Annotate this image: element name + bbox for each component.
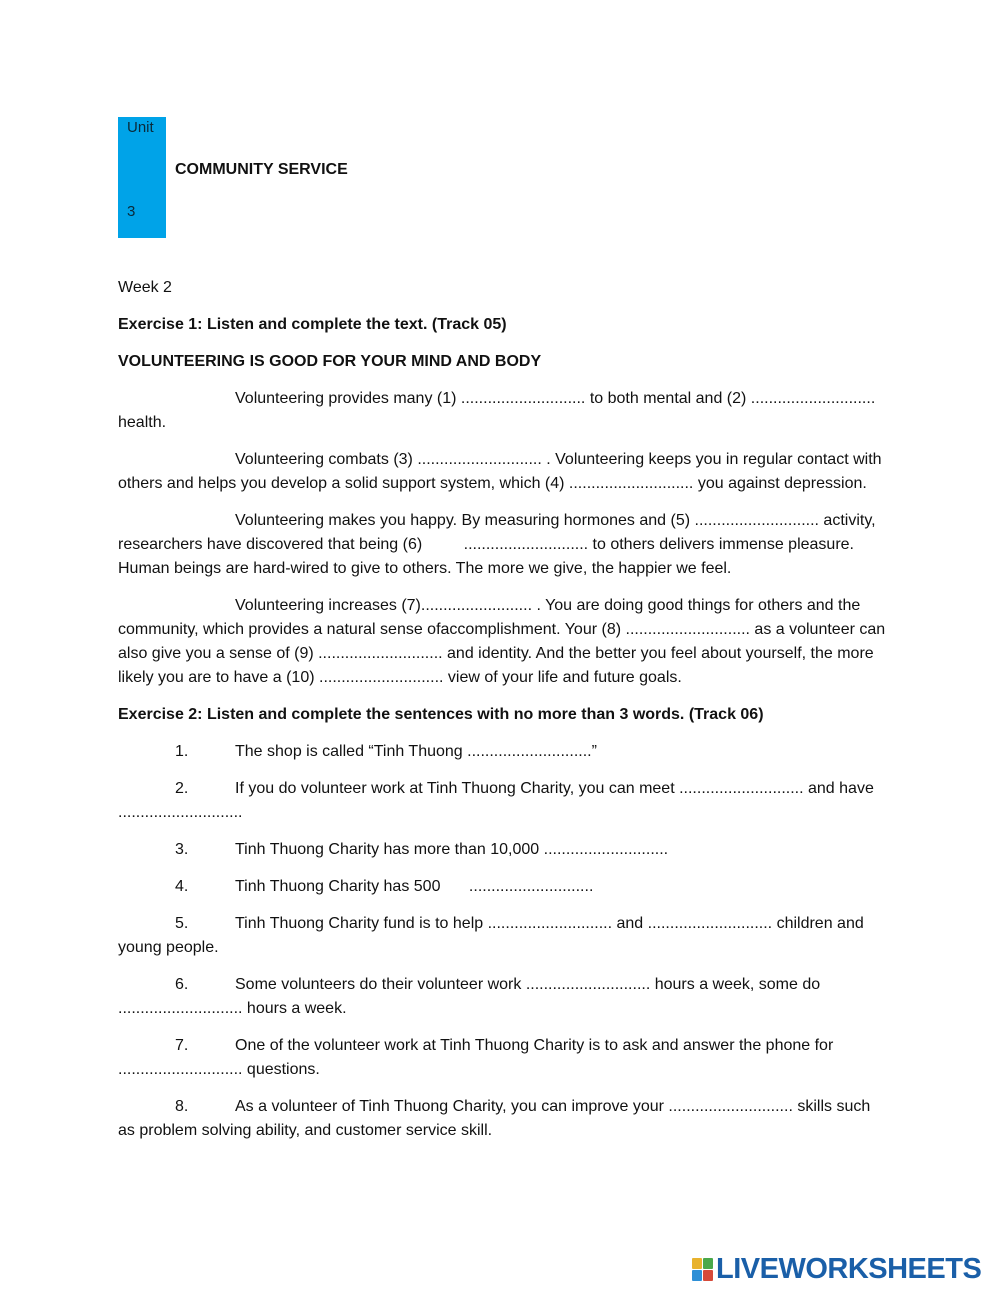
exercise1-paragraph: Volunteering provides many (1) ............................ to both mental and (2) ............................ health.: [118, 390, 876, 431]
question-item: 6. Some volunteers do their volunteer work ............................ hours a week, some do ............................ hours a week.: [118, 976, 821, 1017]
logo-text: LIVEWORKSHEETS: [716, 1252, 982, 1285]
exercise1-title: VOLUNTEERING IS GOOD FOR YOUR MIND AND BODY: [118, 353, 542, 370]
question-item: 4. Tinh Thuong Charity has 500 ............................: [175, 878, 594, 895]
question-item: 2. If you do volunteer work at Tinh Thuong Charity, you can meet ............................ and have ............................: [118, 780, 874, 821]
question-item: 5. Tinh Thuong Charity fund is to help ............................ and ............................ children and young people.: [118, 915, 864, 956]
question-item: 8. As a volunteer of Tinh Thuong Charity, you can improve your ............................ skills such as problem solving ability, and customer service skill.: [118, 1098, 871, 1139]
exercise1-paragraph: Volunteering increases (7)......................... . You are doing good things for others and the community, which provides a natural sense ofaccomplishment. Your (8) ............................ as a volunteer can also give you a sense of (9) ............................ and identity. And the better you feel about yourself, the more likely you are to have a (10) ............................ view of your life and future goals.: [118, 597, 886, 686]
exercise2-heading: Exercise 2: Listen and complete the sentences with no more than 3 words. (Track 06): [118, 706, 764, 723]
question-item: 1. The shop is called “Tinh Thuong ............................”: [175, 743, 597, 760]
week-label: Week 2: [118, 279, 172, 296]
logo-icon: [692, 1258, 712, 1280]
exercise1-heading: Exercise 1: Listen and complete the text. (Track 05): [118, 316, 507, 333]
exercise1-paragraph: Volunteering makes you happy. By measuring hormones and (5) ............................ activity, researchers have discovered that being (6) ............................ to others delivers immense pleasure. Human beings are hard-wired to give to others. The more we give, the happier we feel.: [118, 512, 876, 577]
liveworksheets-logo: [692, 1254, 981, 1284]
question-item: 7. One of the volunteer work at Tinh Thuong Charity is to ask and answer the phone for ............................ questions.: [118, 1037, 834, 1078]
unit-label: Unit: [127, 119, 154, 136]
question-item: 3. Tinh Thuong Charity has more than 10,000 ............................: [175, 841, 669, 858]
worksheet-content: [118, 276, 888, 1156]
unit-number: 3: [127, 203, 136, 220]
unit-title: COMMUNITY SERVICE: [175, 161, 348, 178]
unit-badge: [118, 117, 166, 238]
exercise1-paragraph: Volunteering combats (3) ............................ . Volunteering keeps you in regular contact with others and helps you develop a solid support system, which (4) ............................ you against depression.: [118, 451, 882, 492]
